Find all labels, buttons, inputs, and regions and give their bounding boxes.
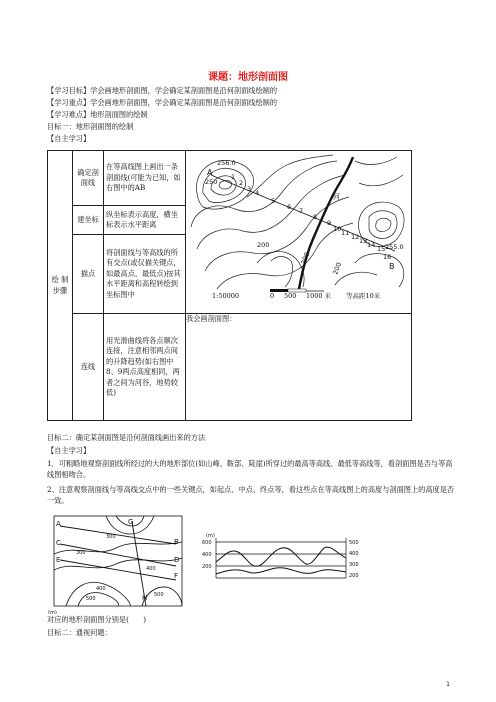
contour-profile-lines-figure: [46, 514, 186, 614]
map-scale-bar: [270, 287, 330, 293]
goal-one: 目标一：地形剖面图的绘制: [47, 122, 134, 131]
svg-text:255.0: 255.0: [385, 243, 404, 251]
step-name: 建坐标: [73, 206, 104, 235]
figure-label: H: [142, 594, 148, 602]
svg-text:13: 13: [359, 237, 368, 245]
contour-map-drawing: [187, 153, 409, 293]
svg-text:3: 3: [247, 185, 252, 193]
figure-label: 300: [349, 562, 359, 568]
svg-text:7: 7: [299, 207, 304, 215]
learning-difficulty: 【学习难点】地形剖面图的绘制: [47, 110, 148, 119]
question-text: 对应的地形剖面图分别是( ): [47, 615, 147, 624]
figure-label: (m): [48, 610, 57, 614]
figure-label: 200: [202, 564, 212, 570]
terrain-profile-figure: [200, 532, 366, 588]
svg-text:B: B: [389, 262, 395, 271]
svg-text:200: 200: [331, 261, 344, 276]
step-description: 将剖面线与等高线的所有交点(或仅描关键点，如最高点、最低点)按其水平距离和高程转绘到坐标图中: [104, 235, 186, 314]
method-paragraph-1: 1．可粗略地观察剖面线所经过的大的地形部位(如山峰、鞍部、陡崖)所穿过的最高等高线、最低等高线等，看剖面图是否与等高线图相吻合。: [47, 459, 453, 479]
svg-text:5: 5: [271, 197, 276, 205]
svg-text:256.0: 256.0: [217, 159, 236, 167]
method-paragraph-2: 2、注意观察剖面线与等高线交点中的一些关键点，如起点、中点、终点等，看这些点在等高线图上的高度与剖面图上的高度是否一致。: [47, 485, 455, 505]
contour-interval: 等高距10米: [346, 292, 381, 300]
step-description: 用光滑曲线将各点顺次连接，注意相邻两点间的升降趋势(如右图中8、9两点高度相同，两者之间为河谷，地势较低): [104, 314, 186, 421]
svg-text:9: 9: [327, 219, 332, 227]
figure-label: 500: [86, 596, 96, 602]
step-name: 确定剖面线: [73, 151, 104, 206]
figure-label: D: [174, 556, 180, 564]
contour-map: [186, 151, 411, 309]
step-description: 纵坐标表示高度，横坐标表示水平距离: [104, 206, 186, 235]
learning-key-point: 【学习重点】学会画地形剖面图，学会确定某剖面图是沿何剖面线绘制的: [47, 98, 278, 107]
figure-label: C: [56, 539, 61, 547]
draw-profile-prompt: 我会画剖面图：: [186, 314, 237, 323]
map-scale-ratio: 1:50000: [212, 292, 240, 300]
figure-label: 300: [106, 534, 116, 540]
figure-label: E: [56, 556, 61, 564]
draw-profile-area: [186, 314, 412, 421]
figure-label: 600: [202, 540, 212, 546]
goal-two-b: 目标二：通视问题：: [47, 628, 112, 637]
map-scale-tick: 1000 米: [306, 292, 332, 300]
svg-text:10: 10: [333, 225, 342, 233]
svg-text:14: 14: [367, 241, 376, 249]
svg-text:200: 200: [257, 241, 270, 249]
figure-label: 300: [76, 550, 86, 556]
figure-label: 400: [349, 551, 359, 557]
svg-text:6: 6: [287, 203, 292, 211]
svg-text:11: 11: [341, 229, 350, 237]
svg-text:4: 4: [255, 189, 260, 197]
figure-label: A: [56, 520, 61, 528]
page-title: 课题：地形剖面图: [208, 72, 288, 83]
svg-text:A: A: [207, 168, 213, 177]
step-description: 在等高线图上画出一条剖面线(可能为已知，如右图中的AB: [104, 151, 186, 206]
figure-label: 400: [96, 586, 106, 592]
page-number: 1: [446, 681, 450, 688]
step-name: 连线: [73, 314, 104, 421]
svg-text:15: 15: [377, 245, 386, 253]
svg-text:200: 200: [299, 251, 312, 266]
map-scale-tick: 0: [270, 292, 275, 300]
goal-two: 目标二：确定某剖面图是沿何剖面线画出来的方法: [47, 433, 206, 442]
learning-objective: 【学习目标】学会画地形剖面图，学会确定某剖面图是沿何剖面线绘制的: [47, 86, 278, 95]
self-study-heading: 【自主学习】: [47, 134, 91, 143]
figure-label: G: [128, 518, 134, 526]
figure-label: B: [174, 538, 179, 546]
self-study-heading: 【自主学习】: [47, 446, 91, 455]
drawing-steps-table: [47, 150, 412, 421]
contour-map-cell: [186, 151, 412, 314]
map-scale-tick: 500: [284, 292, 297, 300]
figure-label: 400: [146, 566, 156, 572]
steps-side-label: 绘 制 步骤: [48, 151, 73, 421]
figure-label: 200: [349, 573, 359, 579]
svg-text:12: 12: [351, 233, 360, 241]
step-name: 描点: [73, 235, 104, 314]
svg-text:250: 250: [205, 178, 218, 186]
figure-label: 500: [349, 540, 359, 546]
svg-text:16: 16: [383, 253, 392, 261]
svg-text:1: 1: [231, 173, 236, 181]
figure-label: 400: [202, 552, 212, 558]
figure-label: 500: [154, 592, 164, 598]
svg-text:2: 2: [239, 179, 244, 187]
svg-text:8: 8: [313, 213, 318, 221]
figure-label: (m): [206, 533, 215, 539]
figure-label: F: [174, 572, 179, 580]
svg-text:河: 河: [333, 193, 340, 201]
